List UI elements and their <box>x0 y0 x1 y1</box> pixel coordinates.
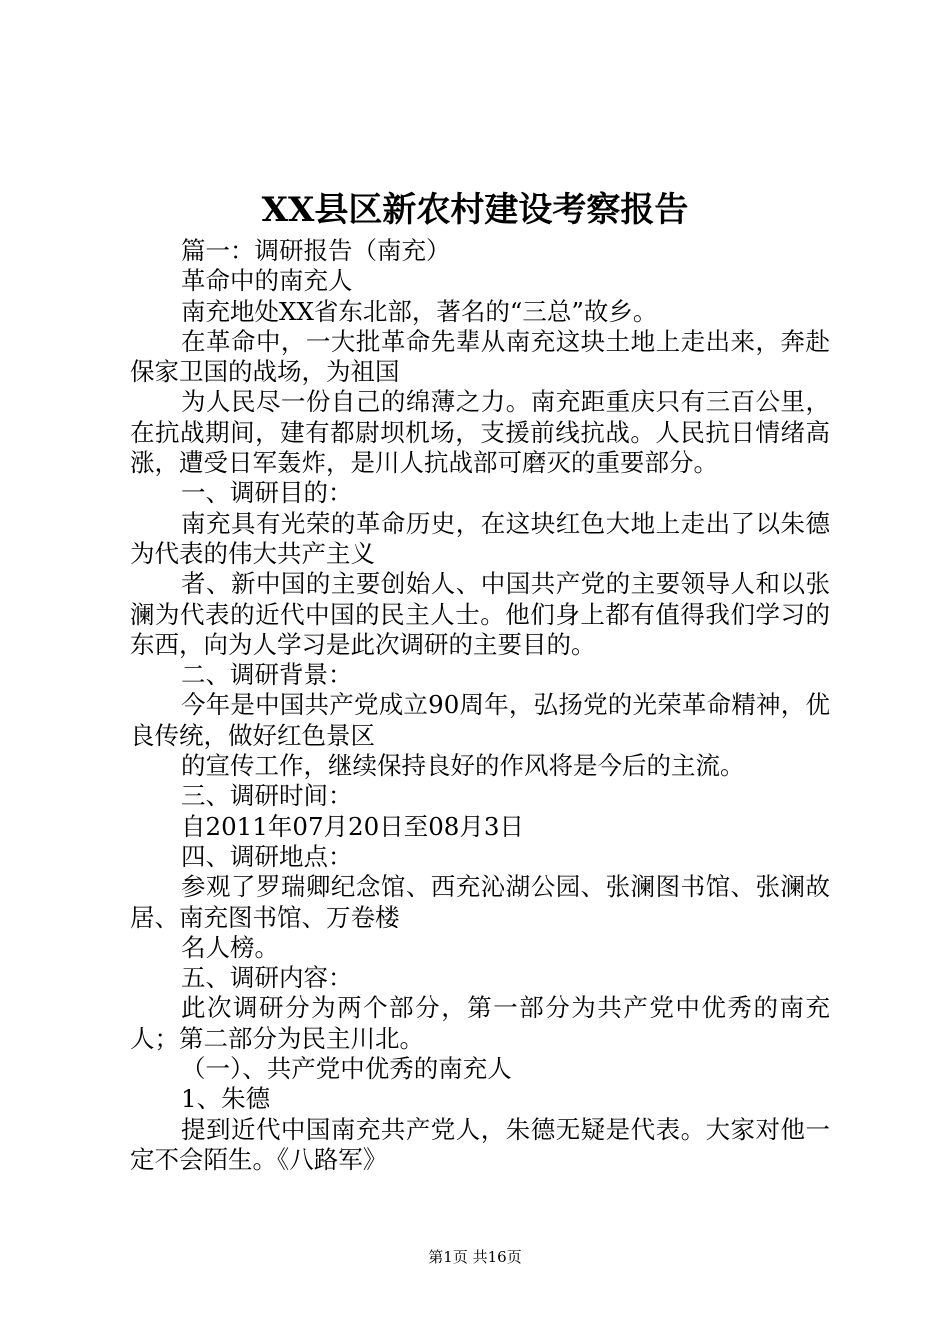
paragraph: 此次调研分为两个部分，第一部分为共产党中优秀的南充人；第二部分为民主川北。 <box>130 993 830 1053</box>
subsection-heading: 1、朱德 <box>181 1084 271 1114</box>
paragraph: 篇一：调研报告（南充） <box>181 236 451 265</box>
section-heading: 二、调研背景： <box>181 660 353 690</box>
paragraph: 的宣传工作，继续保持良好的作风将是今后的主流。 <box>181 751 745 781</box>
document-title: XX县区新农村建设考察报告 <box>261 190 689 230</box>
subsection-heading: （一）、共产党中优秀的南充人 <box>181 1054 512 1084</box>
paragraph: 革命中的南充人 <box>181 266 353 296</box>
paragraph: 提到近代中国南充共产党人，朱德无疑是代表。大家对他一定不会陌生。《八路军》 <box>130 1114 830 1174</box>
paragraph: 在革命中，一大批革命先辈从南充这块土地上走出来，奔赴保家卫国的战场，为祖国 <box>130 326 830 387</box>
paragraph: 者、新中国的主要创始人、中国共产党的主要领导人和以张澜为代表的近代中国的民主人士。他们身上都有值得我们学习的东西，向为人学习是此次调研的主要目的。 <box>130 569 830 659</box>
paragraph: 为人民尽一份自己的绵薄之力。南充距重庆只有三百公里，在抗战期间，建有都尉坝机场，支援前线抗战。人民抗日情绪高涨，遭受日军轰炸，是川人抗战部可磨灭的重要部分。 <box>130 387 830 478</box>
paragraph: 名人榜。 <box>181 932 279 962</box>
page-footer: 第1页 共16页 <box>428 1248 522 1266</box>
section-heading: 三、调研时间： <box>181 781 353 811</box>
paragraph: 自2011年07月20日至08月3日 <box>181 811 524 841</box>
paragraph: 南充地处XX省东北部，著名的“三总”故乡。 <box>181 296 658 326</box>
document-body <box>130 236 830 1175</box>
section-heading: 五、调研内容： <box>181 963 353 993</box>
paragraph: 参观了罗瑞卿纪念馆、西充沁湖公园、张澜图书馆、张澜故居、南充图书馆、万卷楼 <box>130 872 830 932</box>
section-heading: 一、调研目的： <box>181 478 353 508</box>
section-heading: 四、调研地点： <box>181 841 353 871</box>
paragraph: 今年是中国共产党成立90周年，弘扬党的光荣革命精神，优良传统，做好红色景区 <box>130 690 830 750</box>
paragraph: 南充具有光荣的革命历史，在这块红色大地上走出了以朱德为代表的伟大共产主义 <box>130 508 830 568</box>
